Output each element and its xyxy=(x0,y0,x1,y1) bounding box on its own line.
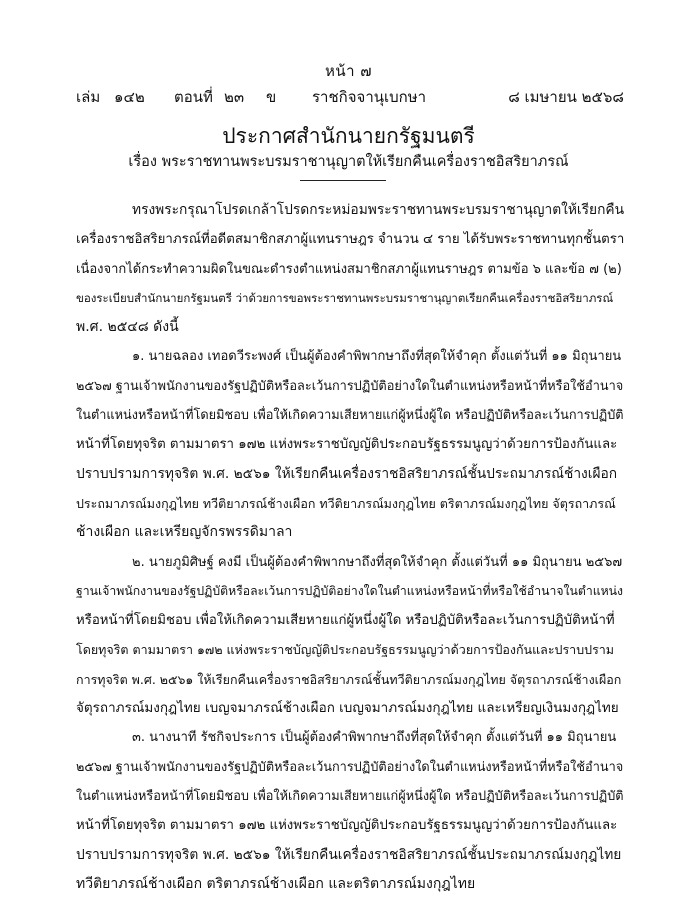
item-1-line: ในตำแหน่งหรือหน้าที่โดยมิชอบ เพื่อให้เกิดความเสียหายแก่ผู้หนึ่งผู้ใด หรือปฏิบัติหรือละเว้นการปฏิบัติ xyxy=(76,408,624,424)
volume-number: ๑๔๒ xyxy=(114,88,145,106)
item-2-line: การทุจริต พ.ศ. ๒๕๖๑ ให้เรียกคืนเครื่องราชอิสริยาภรณ์ชั้นทวีติยาภรณ์มงกุฎไทย จัตุรถาภรณ์ช้างเผือก xyxy=(76,671,622,687)
item-3-line: ในตำแหน่งหรือหน้าที่โดยมิชอบ เพื่อให้เกิดความเสียหายแก่ผู้หนึ่งผู้ใด หรือปฏิบัติหรือละเว้นการปฏิบัติ xyxy=(76,788,624,804)
part-number: ๒๓ xyxy=(224,88,245,106)
item-1-line: ช้างเผือก และเหรียญจักรพรรดิมาลา xyxy=(76,524,293,541)
item-3-line: ทวีติยาภรณ์ช้างเผือก ตริตาภรณ์ช้างเผือก และตริตาภรณ์มงกุฎไทย xyxy=(76,875,476,892)
item-3-line: ๓. นางนาที รัชกิจประการ เป็นผู้ต้องคำพิพากษาถึงที่สุดให้จำคุก ตั้งแต่วันที่ ๑๑ มิถุนายน xyxy=(132,730,617,746)
document-title: ประกาศสำนักนายกรัฐมนตรี xyxy=(222,124,475,148)
item-2-line: จัตุรถาภรณ์มงกุฎไทย เบญจมาภรณ์ช้างเผือก เบญจมาภรณ์มงกุฎไทย และเหรียญเงินมงกุฎไทย xyxy=(76,700,619,717)
document-subject: เรื่อง พระราชทานพระบรมราชานุญาตให้เรียกคืนเครื่องราชอิสริยาภรณ์ xyxy=(128,154,569,170)
gazette-name: ราชกิจจานุเบกษา xyxy=(312,88,427,106)
body-line: ทรงพระกรุณาโปรดเกล้าโปรดกระหม่อมพระราชทานพระบรมราชานุญาตให้เรียกคืน xyxy=(132,202,624,218)
publication-date: ๘ เมษายน ๒๕๖๘ xyxy=(508,88,624,106)
item-2-line: โดยทุจริต ตามมาตรา ๑๗๒ แห่งพระราชบัญญัติประกอบรัฐธรรมนูญว่าด้วยการป้องกันและปราบปราม xyxy=(76,642,615,658)
item-1-line: ๑. นายฉลอง เทอดวีระพงศ์ เป็นผู้ต้องคำพิพากษาถึงที่สุดให้จำคุก ตั้งแต่วันที่ ๑๑ มิถุนายน xyxy=(132,349,622,365)
item-1-line: ๒๕๖๗ ฐานเจ้าพนักงานของรัฐปฏิบัติหรือละเว้นการปฏิบัติอย่างใดในตำแหน่งหรือหน้าที่หรือใช้อำนาจ xyxy=(76,378,624,394)
item-2-line: หรือหน้าที่โดยมิชอบ เพื่อให้เกิดความเสียหายแก่ผู้หนึ่งผู้ใด หรือปฏิบัติหรือละเว้นการปฏิบัติหน้าที่ xyxy=(76,613,615,629)
item-3-line: หน้าที่โดยทุจริต ตามมาตรา ๑๗๒ แห่งพระราชบัญญัติประกอบรัฐธรรมนูญว่าด้วยการป้องกันและ xyxy=(76,818,618,834)
title-divider xyxy=(300,180,386,181)
volume-label: เล่ม xyxy=(76,88,101,106)
document-body xyxy=(76,196,624,899)
item-2-line: ๒. นายภูมิศิษฐ์ คงมี เป็นผู้ต้องคำพิพากษาถึงที่สุดให้จำคุก ตั้งแต่วันที่ ๑๑ มิถุนายน ๒๕๖๗ xyxy=(132,554,623,570)
section-letter: ข xyxy=(266,88,277,106)
item-1-line: ปราบปรามการทุจริต พ.ศ. ๒๕๖๑ ให้เรียกคืนเครื่องราชอิสริยาภรณ์ชั้นประถมาภรณ์ช้างเผือก xyxy=(76,465,618,482)
page-number: หน้า ๗ xyxy=(324,62,373,80)
gazette-header xyxy=(76,85,624,105)
body-line: พ.ศ. ๒๕๔๘ ดังนี้ xyxy=(76,319,179,336)
item-3-line: ๒๕๖๗ ฐานเจ้าพนักงานของรัฐปฏิบัติหรือละเว้นการปฏิบัติอย่างใดในตำแหน่งหรือหน้าที่หรือใช้อำนาจ xyxy=(76,759,624,775)
item-2-line: ฐานเจ้าพนักงานของรัฐปฏิบัติหรือละเว้นการปฏิบัติอย่างใดในตำแหน่งหรือหน้าที่หรือใช้อำนาจในตำแหน่ง xyxy=(76,583,624,598)
body-line: เครื่องราชอิสริยาภรณ์ที่อดีตสมาชิกสภาผู้แทนราษฎร จำนวน ๔ ราย ได้รับพระราชทานทุกชั้นตรา xyxy=(76,232,625,248)
part-label: ตอนที่ xyxy=(174,88,213,106)
body-line: เนื่องจากได้กระทำความผิดในขณะดำรงตำแหน่งสมาชิกสภาผู้แทนราษฎร ตามข้อ ๖ และข้อ ๗ (๒) xyxy=(76,261,622,277)
item-1-line: หน้าที่โดยทุจริต ตามมาตรา ๑๗๒ แห่งพระราชบัญญัติประกอบรัฐธรรมนูญว่าด้วยการป้องกันและ xyxy=(76,437,618,453)
body-line: ของระเบียบสำนักนายกรัฐมนตรี ว่าด้วยการขอพระราชทานพระบรมราชานุญาตเรียกคืนเครื่องราชอิสริยาภรณ์ xyxy=(76,290,614,305)
item-3-line: ปราบปรามการทุจริต พ.ศ. ๒๕๖๑ ให้เรียกคืนเครื่องราชอิสริยาภรณ์ชั้นประถมาภรณ์มงกุฎไทย xyxy=(76,846,622,863)
item-1-line: ประถมาภรณ์มงกุฎไทย ทวีติยาภรณ์ช้างเผือก ทวีติยาภรณ์มงกุฎไทย ตริตาภรณ์มงกุฎไทย จัตุรถาภรณ์ xyxy=(76,495,616,511)
